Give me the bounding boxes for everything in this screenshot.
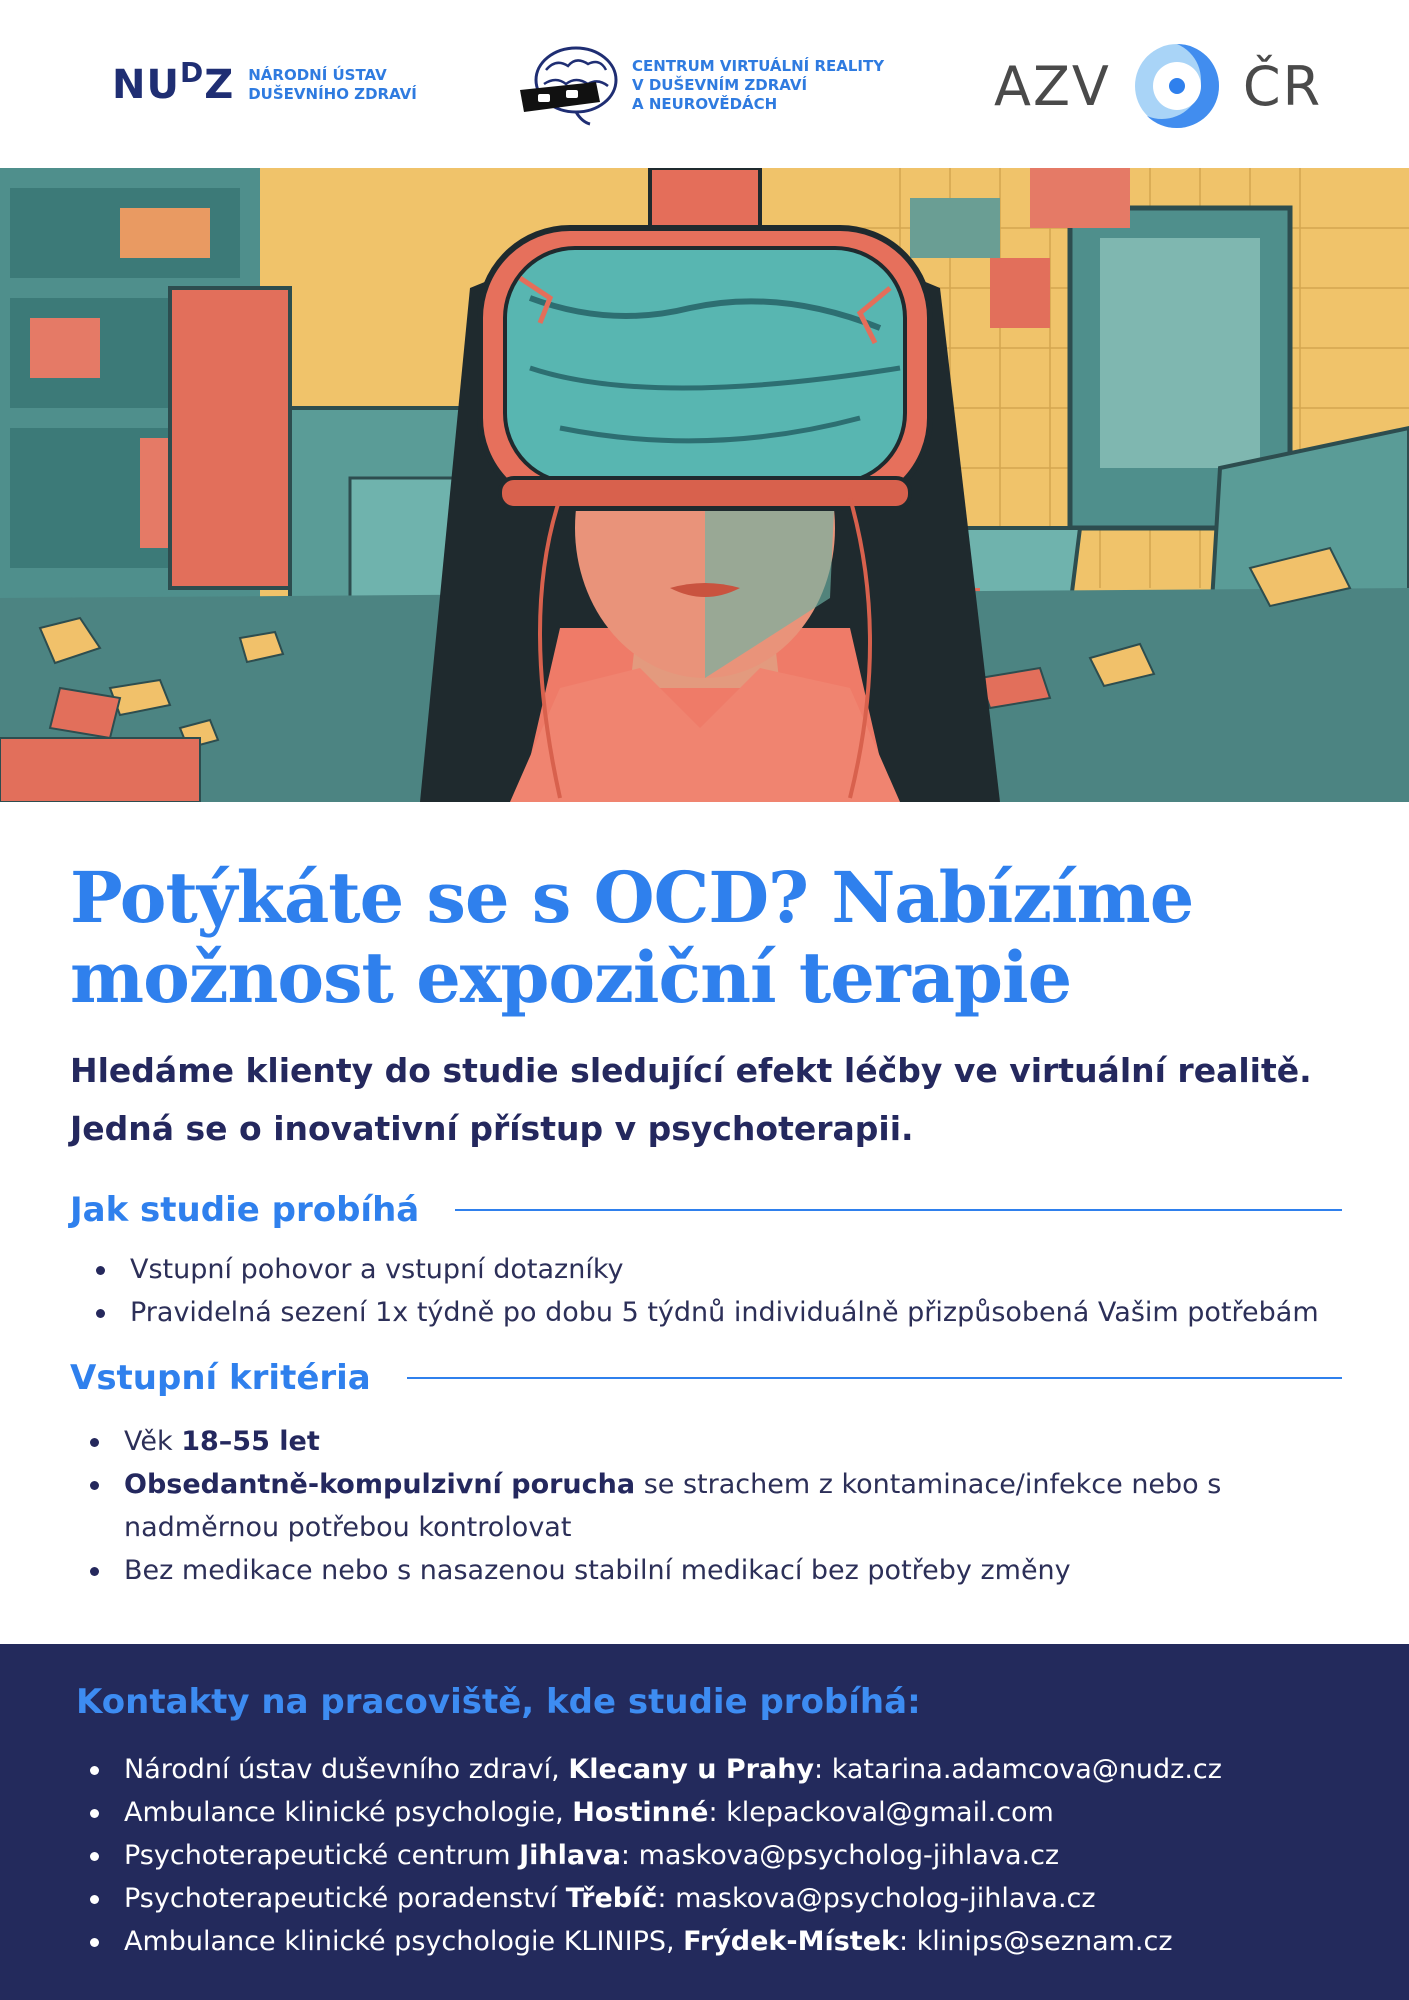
azv-logo [994, 40, 1322, 132]
how-list [92, 1248, 1352, 1334]
lead-line2: Jedná se o inovativní přístup v psychoterapii. [70, 1109, 914, 1148]
cvr-name-line1: CENTRUM VIRTUÁLNÍ REALITY [632, 56, 885, 75]
how-list-item: Vstupní pohovor a vstupní dotazníky [92, 1248, 1352, 1291]
contact-place: Jihlava [519, 1840, 621, 1871]
how-section-header [70, 1190, 1342, 1230]
contact-institution: Ambulance klinické psychologie, [124, 1797, 573, 1828]
contact-place: Hostinné [572, 1797, 709, 1828]
nudz-letter-d: D [179, 56, 205, 89]
criteria-item-diagnosis [86, 1463, 1286, 1549]
contact-separator: : [620, 1840, 639, 1871]
contact-institution: Národní ústav duševního zdraví, [124, 1754, 569, 1785]
diagnosis-detail: se strachem z kontaminace/infekce nebo s [635, 1469, 1222, 1500]
nudz-letter-n: N [112, 62, 147, 108]
azv-right-text: ČR [1242, 54, 1323, 118]
age-range: 18–55 let [181, 1426, 320, 1457]
lead-line1: Hledáme klienty do studie sledující efekt léčby ve virtuální realitě. [70, 1051, 1312, 1090]
contact-separator: : [708, 1797, 727, 1828]
vr-woman-illustration [0, 168, 1409, 802]
how-section-title: Jak studie probíhá [70, 1190, 420, 1230]
contacts-footer [0, 1644, 1409, 2000]
how-list-item: Pravidelná sezení 1x týdně po dobu 5 týdnů individuálně přizpůsobená Vašim potřebám [92, 1291, 1352, 1334]
page-title-line2: možnost expoziční terapie [70, 936, 1072, 1019]
contact-separator: : [657, 1883, 676, 1914]
nudz-wordmark [112, 56, 235, 108]
contact-institution: Ambulance klinické psychologie KLINIPS, [124, 1926, 684, 1957]
contact-separator: : [814, 1754, 832, 1785]
diagnosis-name: Obsedantně-kompulzivní porucha [124, 1469, 636, 1500]
contact-separator: : [898, 1926, 917, 1957]
diagnosis-detail-line2: nadměrnou potřebou kontrolovat [124, 1512, 572, 1543]
contact-institution: Psychoterapeutické poradenství [124, 1883, 566, 1914]
cvr-name-line2: V DUŠEVNÍM ZDRAVÍ [632, 75, 808, 94]
contact-item [86, 1834, 1346, 1877]
lead-paragraph [70, 1042, 1350, 1158]
nudz-name-line1: NÁRODNÍ ÚSTAV [248, 66, 387, 84]
contact-place: Frýdek-Místek [683, 1926, 899, 1957]
criteria-item-medication: Bez medikace nebo s nasazenou stabilní medikací bez potřeby změny [86, 1549, 1286, 1592]
contact-item [86, 1748, 1346, 1791]
contacts-list [86, 1748, 1346, 1963]
azv-left-text: AZV [994, 54, 1111, 118]
logo-header [0, 0, 1409, 168]
how-section-divider [455, 1209, 1342, 1211]
cvr-name [632, 57, 884, 114]
criteria-section-divider [407, 1377, 1342, 1379]
contact-email[interactable]: maskova@psycholog-jihlava.cz [638, 1840, 1060, 1871]
contact-email[interactable]: klinips@seznam.cz [916, 1926, 1173, 1957]
contacts-title: Kontakty na pracoviště, kde studie probíhá: [76, 1682, 921, 1722]
contact-place: Klecany u Prahy [568, 1754, 815, 1785]
contact-email[interactable]: maskova@psycholog-jihlava.cz [675, 1883, 1096, 1914]
blue-ring-icon [1131, 40, 1223, 132]
contact-email[interactable]: klepackoval@gmail.com [726, 1797, 1054, 1828]
criteria-list [86, 1420, 1286, 1592]
cvr-logo [516, 40, 884, 130]
criteria-item-age [86, 1420, 1286, 1463]
contact-item [86, 1920, 1346, 1963]
contact-item [86, 1877, 1346, 1920]
hero-illustration [0, 168, 1409, 802]
age-label: Věk [124, 1426, 182, 1457]
contact-item [86, 1791, 1346, 1834]
nudz-name-line2: DUŠEVNÍHO ZDRAVÍ [248, 85, 417, 103]
contact-email[interactable]: katarina.adamcova@nudz.cz [831, 1754, 1222, 1785]
page-title-line1: Potýkáte se s OCD? Nabízíme [70, 856, 1194, 939]
cvr-name-line3: A NEUROVĚDÁCH [632, 94, 778, 113]
nudz-letter-z: Z [204, 62, 235, 108]
criteria-section-title: Vstupní kritéria [70, 1358, 371, 1398]
contact-place: Třebíč [565, 1883, 658, 1914]
contact-institution: Psychoterapeutické centrum [124, 1840, 520, 1871]
criteria-section-header [70, 1358, 1342, 1398]
nudz-logo [112, 56, 417, 108]
brain-vr-headset-icon [516, 40, 622, 130]
nudz-letter-u: U [146, 62, 180, 108]
page-title [70, 858, 1270, 1018]
nudz-name [248, 66, 417, 104]
